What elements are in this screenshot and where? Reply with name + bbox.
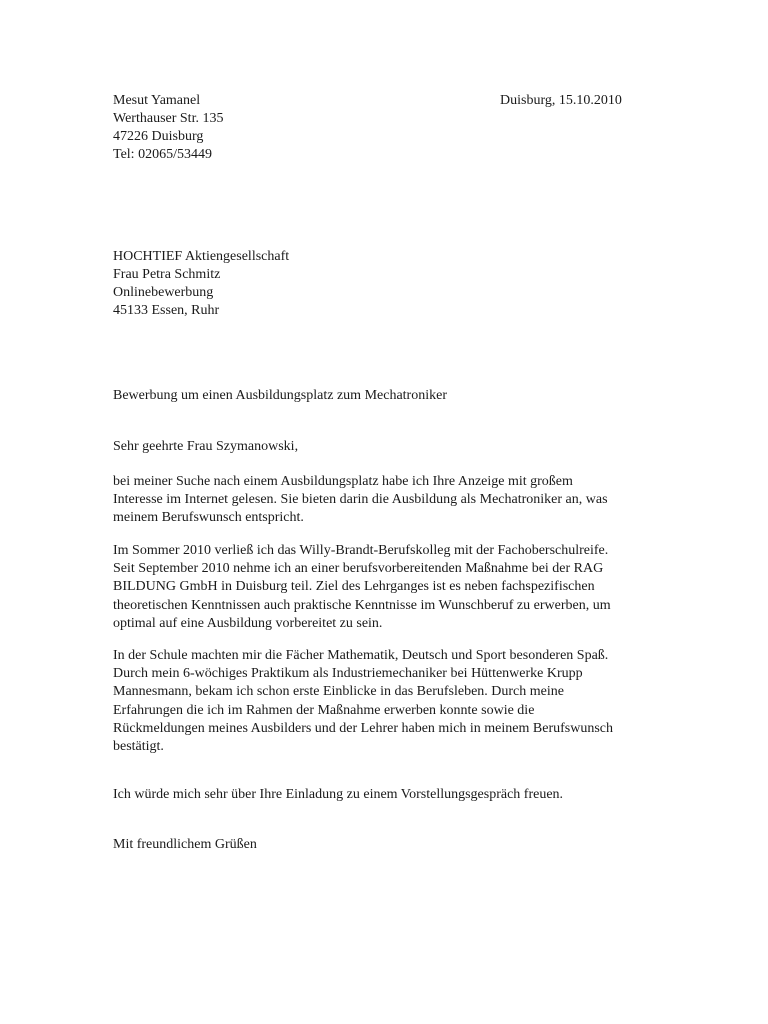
recipient-department: Onlinebewerbung xyxy=(113,285,214,300)
paragraph-line: BILDUNG GmbH in Duisburg teil. Ziel des Lehrganges ist es neben fachspezifischen xyxy=(113,579,595,595)
paragraph-line: bei meiner Suche nach einem Ausbildungsplatz habe ich Ihre Anzeige mit großem xyxy=(113,474,573,489)
paragraph-line: Im Sommer 2010 verließ ich das Willy-Brandt-Berufskolleg mit der Fachoberschulreife. xyxy=(113,543,609,558)
paragraph-line: In der Schule machten mir die Fächer Mathematik, Deutsch und Sport besonderen Spaß. xyxy=(113,648,609,663)
sender-street: Werthauser Str. 135 xyxy=(113,111,224,126)
sender-city: 47226 Duisburg xyxy=(113,129,204,144)
body-paragraph-2 xyxy=(113,542,673,633)
sender-name: Mesut Yamanel xyxy=(113,93,201,108)
paragraph-line: meinem Berufswunsch entspricht. xyxy=(113,510,304,526)
body-paragraph-1 xyxy=(113,473,673,528)
recipient-contact: Frau Petra Schmitz xyxy=(113,267,221,282)
recipient-city: 45133 Essen, Ruhr xyxy=(113,303,220,318)
closing-sentence: Ich würde mich sehr über Ihre Einladung zu einem Vorstellungsgespräch freuen. xyxy=(113,787,564,802)
paragraph-line: Erfahrungen die ich im Rahmen der Maßnahme erwerben konnte sowie die xyxy=(113,702,535,718)
paragraph-line: bestätigt. xyxy=(113,739,164,755)
letter-salutation: Sehr geehrte Frau Szymanowski, xyxy=(113,439,299,454)
paragraph-line: optimal auf eine Ausbildung vorbereitet zu sein. xyxy=(113,615,383,631)
paragraph-line: Interesse im Internet gelesen. Sie bieten darin die Ausbildung als Mechatroniker an, was xyxy=(113,492,608,508)
letter-subject: Bewerbung um einen Ausbildungsplatz zum Mechatroniker xyxy=(113,388,447,403)
paragraph-line: Rückmeldungen meines Ausbilders und der Lehrer haben mich in meinem Berufswunsch xyxy=(113,720,613,736)
paragraph-line: Durch mein 6-wöchiges Praktikum als Industriemechaniker bei Hüttenwerke Krupp xyxy=(113,666,583,682)
recipient-company: HOCHTIEF Aktiengesellschaft xyxy=(113,249,290,264)
paragraph-line: theoretischen Kenntnissen auch praktische Kenntnisse im Wunschberuf zu erwerben, um xyxy=(113,597,611,613)
sender-phone: Tel: 02065/53449 xyxy=(113,147,212,162)
body-paragraph-3 xyxy=(113,647,673,756)
letter-closing: Mit freundlichem Grüßen xyxy=(113,837,257,852)
letter-date: Duisburg, 15.10.2010 xyxy=(500,93,622,108)
paragraph-line: Mannesmann, bekam ich schon erste Einblicke in das Berufsleben. Durch meine xyxy=(113,684,564,700)
paragraph-line: Seit September 2010 nehme ich an einer berufsvorbereitenden Maßnahme bei der RAG xyxy=(113,561,604,577)
